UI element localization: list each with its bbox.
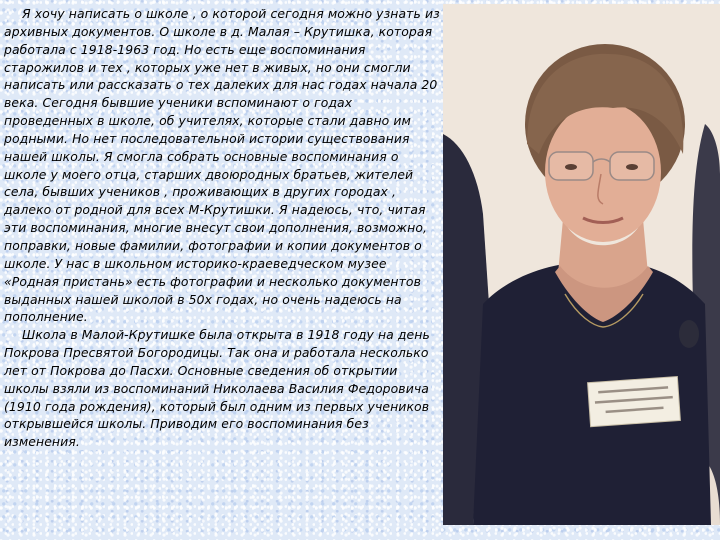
portrait-photo [443,4,720,525]
paragraph-intro: Я хочу написать о школе , о которой сегодня можно узнать из архивных документов. О школе в д. Малая – Крутишка, которая работала с 1918-1963 год. Но есть еще воспоминания старожилов и тех , которых уже нет в живых, но они смогли написать или рассказать о тех далеких для нас годах начала 20 века. Сегодня бывшие ученики вспоминают о годах проведенных в школе, об учителях, которые стали давно им родными. Но нет последовательной истории существования нашей школы. Я смогла собрать основные воспоминания о школе у моего отца, старших двоюродных братьев, жителей села, бывших учеников , проживающих в других городах , далеко от родной для всех М-Крутишки. Я надеюсь, что, читая эти воспоминания, многие внесут свои дополнения, возможно, поправки, новые фамилии, фотографии и копии документов о школе. У нас в школьном историко-краеведческом музее «Родная пристань» есть фотографии и несколько документов выданных нашей школой в 50х годах, но очень надеюсь на пополнение. [4,6,440,325]
paragraph-school-history: Школа в Малой-Крутишке была открыта в 1918 году на день Покрова Пресвятой Богородицы. Так она и работала несколько лет от Покрова до Пасхи. Основные сведения об открытии школы взяли из воспоминаний Николаева Василия Федоровича (1910 года рождения), который был одним из первых учеников открывшейся школы. Приводим его воспоминания без изменения. [4,327,430,450]
article-text [4,5,442,537]
